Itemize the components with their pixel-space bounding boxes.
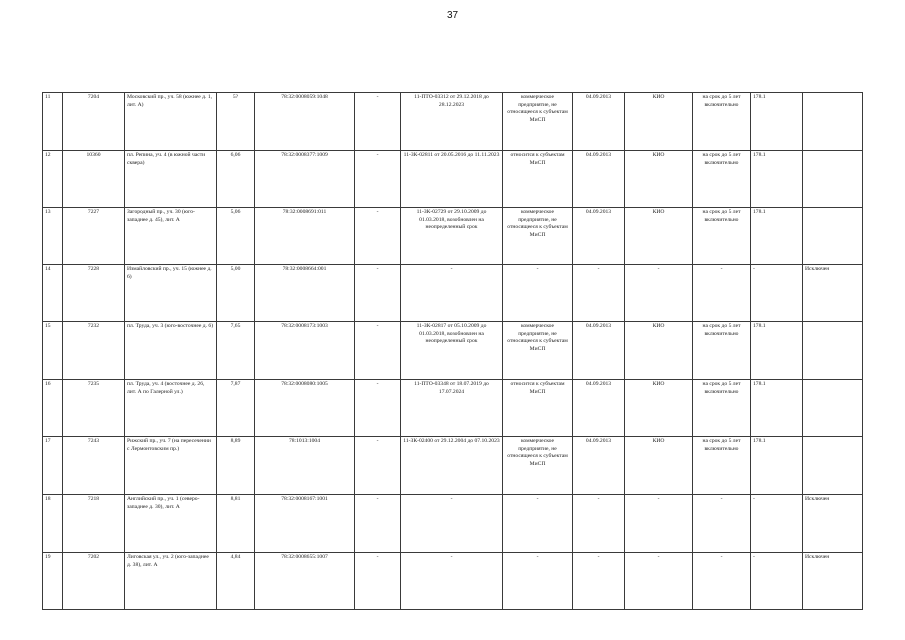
- date-cell: 04.09.2013: [573, 437, 625, 495]
- blank-cell: -: [355, 265, 401, 322]
- date-cell: 04.09.2013: [573, 208, 625, 265]
- area-cell: 7,87: [217, 380, 255, 437]
- blank-cell: -: [355, 553, 401, 610]
- date-cell: 04.09.2013: [573, 151, 625, 208]
- registry-table: [42, 92, 863, 610]
- code-cell: -: [751, 265, 803, 322]
- term-cell: -: [693, 553, 751, 610]
- area-cell: 5,00: [217, 265, 255, 322]
- authority-cell: -: [625, 265, 693, 322]
- table-row: [43, 151, 863, 208]
- area-cell: 4,84: [217, 553, 255, 610]
- lease-terms-cell: -: [401, 553, 503, 610]
- note-cell: [803, 437, 863, 495]
- object-id-cell: 7235: [63, 380, 125, 437]
- blank-cell: -: [355, 437, 401, 495]
- lease-terms-cell: 11-ЗК-02811 от 20.05.2016 до 11.11.2023: [401, 151, 503, 208]
- code-cell: 178.1: [751, 322, 803, 380]
- address-cell: Московский пр., уч. 58 (южнее д. 1, лит. А): [125, 93, 217, 151]
- note-cell: Исключен: [803, 265, 863, 322]
- cadastral-number-cell: 78:32:0008059:1048: [255, 93, 355, 151]
- address-cell: пл. Труда, уч. 3 (юго-восточнее д. 6): [125, 322, 217, 380]
- row-number-cell: 13: [43, 208, 63, 265]
- table-row: [43, 208, 863, 265]
- object-id-cell: 7228: [63, 265, 125, 322]
- cadastral-number-cell: 78:32:0008080:1005: [255, 380, 355, 437]
- date-cell: -: [573, 495, 625, 553]
- cadastral-number-cell: 78:1013:1004: [255, 437, 355, 495]
- date-cell: -: [573, 265, 625, 322]
- lease-terms-cell: 11-ЗК-02400 от 29.12.2004 до 07.10.2023: [401, 437, 503, 495]
- note-cell: [803, 322, 863, 380]
- date-cell: 04.09.2013: [573, 322, 625, 380]
- blank-cell: -: [355, 151, 401, 208]
- row-number-cell: 16: [43, 380, 63, 437]
- object-id-cell: 7218: [63, 495, 125, 553]
- authority-cell: КИО: [625, 380, 693, 437]
- registry-body: [43, 93, 863, 610]
- object-id-cell: 7202: [63, 553, 125, 610]
- authority-cell: КИО: [625, 322, 693, 380]
- code-cell: 178.1: [751, 437, 803, 495]
- cadastral-number-cell: 78:32:0008655:1007: [255, 553, 355, 610]
- blank-cell: -: [355, 495, 401, 553]
- blank-cell: -: [355, 93, 401, 151]
- code-cell: 178.1: [751, 208, 803, 265]
- term-cell: на срок до 5 лет включительно: [693, 437, 751, 495]
- term-cell: на срок до 5 лет включительно: [693, 151, 751, 208]
- note-cell: [803, 208, 863, 265]
- object-id-cell: 7227: [63, 208, 125, 265]
- area-cell: 8,81: [217, 495, 255, 553]
- term-cell: -: [693, 495, 751, 553]
- term-cell: на срок до 5 лет включительно: [693, 322, 751, 380]
- authority-cell: КИО: [625, 93, 693, 151]
- code-cell: 178.1: [751, 93, 803, 151]
- area-cell: 8,89: [217, 437, 255, 495]
- authority-cell: КИО: [625, 208, 693, 265]
- table-row: [43, 437, 863, 495]
- blank-cell: -: [355, 322, 401, 380]
- address-cell: Рижский пр., уч. 7 (на пересечении с Лермонтовским пр.): [125, 437, 217, 495]
- code-cell: -: [751, 495, 803, 553]
- status-cell: коммерческое предприятие, не относящееся к субъектам МиСП: [503, 93, 573, 151]
- table-row: [43, 553, 863, 610]
- table-row: [43, 380, 863, 437]
- note-cell: [803, 151, 863, 208]
- lease-terms-cell: -: [401, 265, 503, 322]
- object-id-cell: 7204: [63, 93, 125, 151]
- area-cell: 5?: [217, 93, 255, 151]
- status-cell: -: [503, 495, 573, 553]
- area-cell: 7,65: [217, 322, 255, 380]
- code-cell: 178.1: [751, 380, 803, 437]
- address-cell: Английский пр., уч. 1 (северо-западнее д. 30), лит. А: [125, 495, 217, 553]
- address-cell: Измайловский пр., уч. 15 (южнее д. 6): [125, 265, 217, 322]
- status-cell: коммерческое предприятие, не относящееся к субъектам МиСП: [503, 437, 573, 495]
- area-cell: 5,06: [217, 208, 255, 265]
- row-number-cell: 14: [43, 265, 63, 322]
- status-cell: -: [503, 553, 573, 610]
- status-cell: -: [503, 265, 573, 322]
- date-cell: 04.09.2013: [573, 380, 625, 437]
- cadastral-number-cell: 78:32:0008173:1003: [255, 322, 355, 380]
- page-number: 37: [446, 10, 459, 21]
- object-id-cell: 7243: [63, 437, 125, 495]
- note-cell: Исключен: [803, 495, 863, 553]
- address-cell: Лиговская ул., уч. 2 (юго-западнее д. 38), лит. А: [125, 553, 217, 610]
- row-number-cell: 12: [43, 151, 63, 208]
- table-row: [43, 93, 863, 151]
- cadastral-number-cell: 78:32:0008167:1001: [255, 495, 355, 553]
- lease-terms-cell: 11-ПТО-03348 от 18.07.2019 до 17.07.2024: [401, 380, 503, 437]
- lease-terms-cell: -: [401, 495, 503, 553]
- date-cell: -: [573, 553, 625, 610]
- code-cell: 178.1: [751, 151, 803, 208]
- authority-cell: КИО: [625, 437, 693, 495]
- cadastral-number-cell: 78:32:0008377:1009: [255, 151, 355, 208]
- term-cell: на срок до 5 лет включительно: [693, 208, 751, 265]
- note-cell: [803, 380, 863, 437]
- area-cell: 6,06: [217, 151, 255, 208]
- table-row: [43, 322, 863, 380]
- object-id-cell: 7232: [63, 322, 125, 380]
- blank-cell: -: [355, 208, 401, 265]
- authority-cell: -: [625, 495, 693, 553]
- status-cell: коммерческое предприятие, не относящееся к субъектам МиСП: [503, 322, 573, 380]
- status-cell: относится к субъектам МиСП: [503, 380, 573, 437]
- row-number-cell: 19: [43, 553, 63, 610]
- address-cell: Загородный пр., уч. 30 (юго-западнее д. 45), лит. А: [125, 208, 217, 265]
- authority-cell: КИО: [625, 151, 693, 208]
- table-row: [43, 265, 863, 322]
- code-cell: -: [751, 553, 803, 610]
- term-cell: на срок до 5 лет включительно: [693, 380, 751, 437]
- blank-cell: -: [355, 380, 401, 437]
- object-id-cell: 10360: [63, 151, 125, 208]
- row-number-cell: 15: [43, 322, 63, 380]
- lease-terms-cell: 11-ЗК-02729 от 29.10.2009 до 01.03.2018, возобновлен на неопределенный срок: [401, 208, 503, 265]
- row-number-cell: 11: [43, 93, 63, 151]
- authority-cell: -: [625, 553, 693, 610]
- term-cell: -: [693, 265, 751, 322]
- table-row: [43, 495, 863, 553]
- lease-terms-cell: 11-ЗК-02817 от 05.10.2009 до 01.03.2018, возобновлен на неопределенный срок: [401, 322, 503, 380]
- cadastral-number-cell: 78:32:0008691:011: [255, 208, 355, 265]
- status-cell: коммерческое предприятие, не относящееся к субъектам МиСП: [503, 208, 573, 265]
- lease-terms-cell: 11-ПТО-03312 от 29.12.2018 до 28.12.2023: [401, 93, 503, 151]
- address-cell: пл. Репина, уч. 4 (в южной части сквера): [125, 151, 217, 208]
- note-cell: Исключен: [803, 553, 863, 610]
- note-cell: [803, 93, 863, 151]
- cadastral-number-cell: 78:32:0008664:001: [255, 265, 355, 322]
- address-cell: пл. Труда, уч. 4 (восточнее д. 26, лит. А по Галерной ул.): [125, 380, 217, 437]
- status-cell: относится к субъектам МиСП: [503, 151, 573, 208]
- date-cell: 04.09.2013: [573, 93, 625, 151]
- term-cell: на срок до 5 лет включительно: [693, 93, 751, 151]
- row-number-cell: 18: [43, 495, 63, 553]
- row-number-cell: 17: [43, 437, 63, 495]
